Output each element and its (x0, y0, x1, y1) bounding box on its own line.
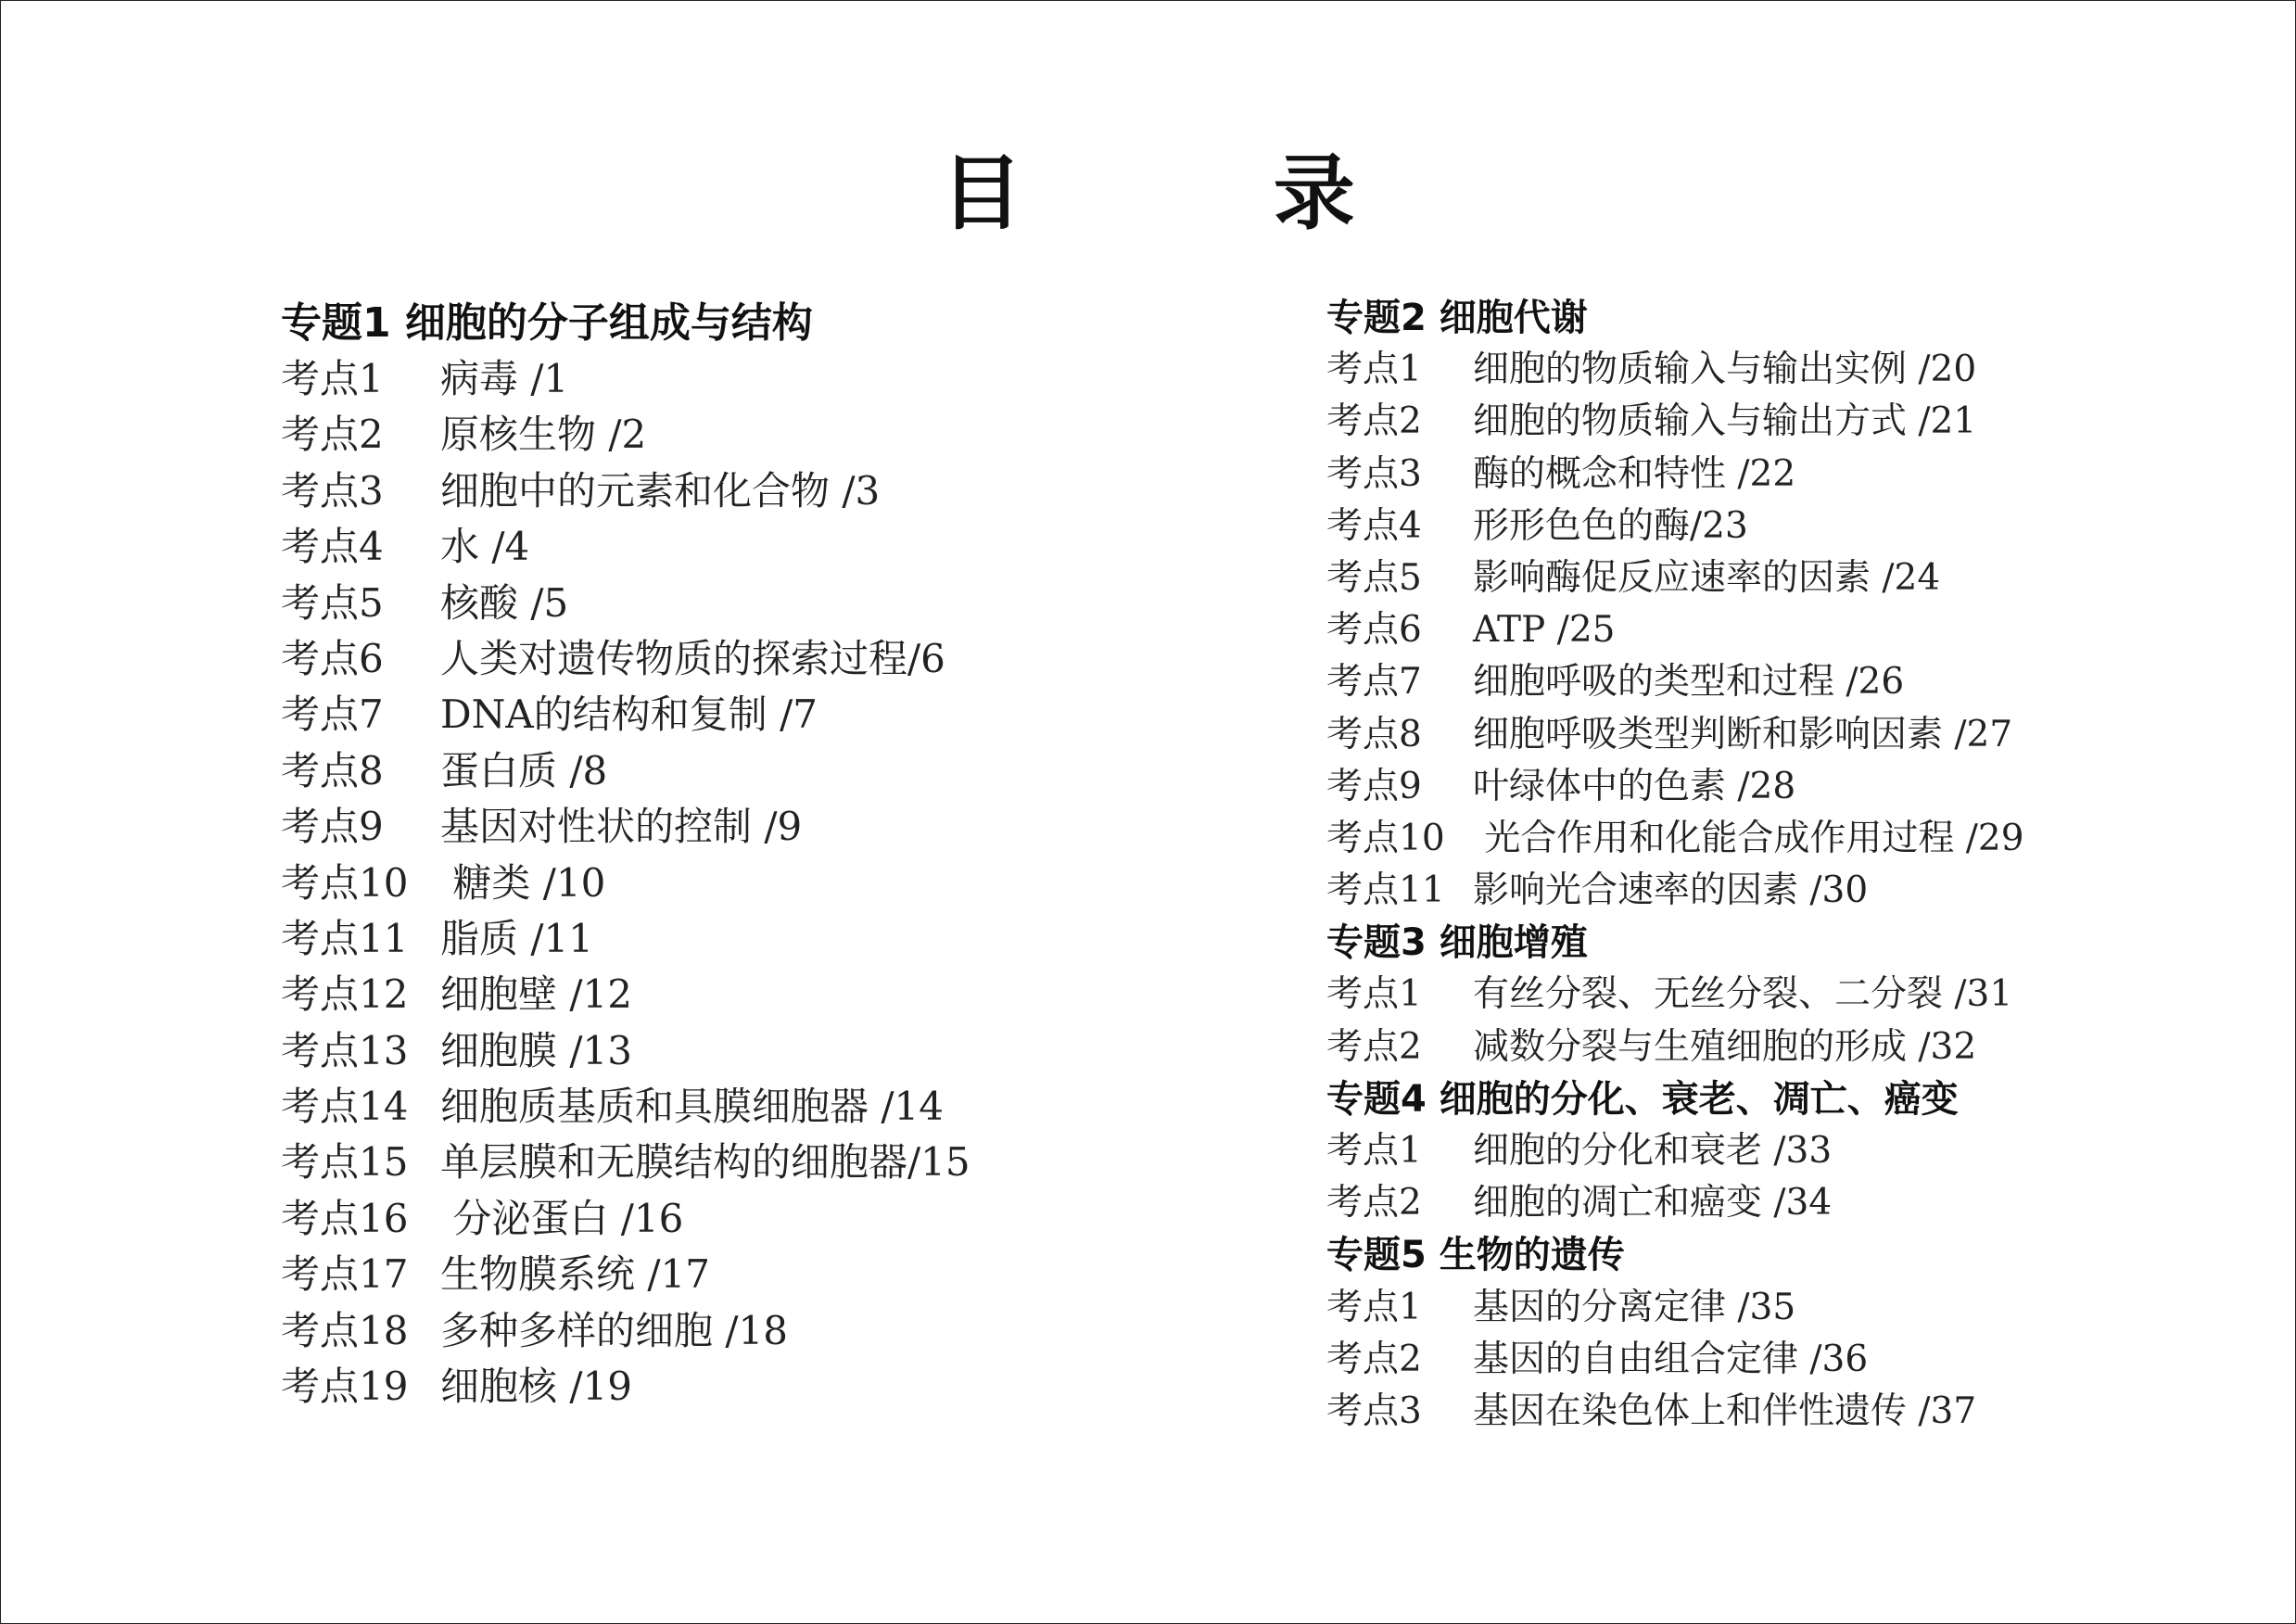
entry-title: 单层膜和无膜结构的细胞器/15 (440, 1139, 970, 1186)
entry-number: 考点12 (281, 971, 409, 1018)
toc-entry[interactable] (281, 463, 970, 519)
entry-number: 考点3 (1326, 1389, 1422, 1432)
toc-entry[interactable] (1326, 449, 2024, 501)
entry-number: 考点1 (1326, 1130, 1422, 1172)
toc-entry[interactable] (281, 1135, 970, 1190)
entry-number: 考点14 (281, 1084, 409, 1130)
entry-title: 病毒 /1 (440, 356, 569, 401)
entry-title: 细胞的分化和衰老 /33 (1473, 1130, 1833, 1172)
entry-number: 考点7 (281, 691, 384, 738)
toc-entry[interactable] (281, 351, 970, 407)
entry-title: 细胞膜 /13 (440, 1027, 632, 1073)
entry-title: 影响酶促反应速率的因素 /24 (1473, 556, 1941, 599)
section-heading[interactable]: 专题2 细胞代谢 (1326, 297, 1588, 339)
entry-number: 考点2 (1326, 1338, 1422, 1380)
entry-title: 分泌蛋白 /16 (440, 1195, 684, 1241)
entry-number: 考点5 (281, 579, 384, 626)
entry-number: 考点10 (1326, 817, 1445, 859)
entry-title: 减数分裂与生殖细胞的形成 /32 (1473, 1025, 1977, 1068)
entry-title: 原核生物 /2 (440, 412, 647, 458)
entry-number: 考点5 (1326, 556, 1422, 599)
entry-title: DNA的结构和复制 /7 (440, 691, 818, 738)
entry-number: 考点1 (1326, 1286, 1422, 1328)
entry-number: 考点4 (281, 524, 384, 570)
entry-number: 考点19 (281, 1364, 409, 1410)
entry-title: 细胞的物质输入与输出实例 /20 (1473, 349, 1977, 391)
entry-number: 考点6 (281, 635, 384, 681)
toc-entry[interactable] (281, 856, 970, 911)
entry-title: 基因对性状的控制 /9 (440, 804, 803, 850)
entry-title: 细胞呼吸类型判断和影响因素 /27 (1473, 713, 2013, 755)
toc-entry[interactable] (1326, 1125, 2024, 1177)
page-title: 目 录 (941, 146, 1466, 241)
entry-number: 考点15 (281, 1139, 409, 1186)
toc-entry[interactable] (1326, 1334, 2024, 1386)
entry-number: 考点2 (281, 412, 384, 458)
toc-entry[interactable] (1326, 656, 2024, 708)
toc-entry[interactable] (281, 799, 970, 855)
entry-number: 考点9 (1326, 765, 1422, 807)
entry-number: 考点1 (1326, 973, 1422, 1016)
entry-title: 光合作用和化能合成作用过程 /29 (1473, 817, 2024, 859)
toc-entry[interactable] (281, 967, 970, 1022)
entry-title: 糖类 /10 (440, 859, 606, 906)
entry-number: 考点3 (1326, 452, 1422, 495)
toc-entry[interactable] (1326, 709, 2024, 761)
entry-number: 考点11 (281, 915, 409, 961)
toc-entry[interactable] (1326, 604, 2024, 656)
toc-entry[interactable] (1326, 865, 2024, 917)
entry-title: 基因的自由组合定律 /36 (1473, 1338, 1869, 1380)
entry-number: 考点10 (281, 859, 409, 906)
entry-number: 考点16 (281, 1195, 409, 1241)
entry-number: 考点3 (281, 467, 384, 514)
entry-number: 考点8 (1326, 713, 1422, 755)
section-heading[interactable]: 专题3 细胞增殖 (1326, 921, 1588, 965)
toc-entry[interactable] (1326, 1177, 2024, 1229)
entry-number: 考点1 (281, 356, 384, 401)
toc-entry[interactable] (281, 631, 970, 687)
toc-entry[interactable] (1326, 344, 2024, 396)
entry-title: 影响光合速率的因素 /30 (1473, 869, 1869, 912)
toc-entry[interactable] (281, 1023, 970, 1079)
toc-entry[interactable] (1326, 552, 2024, 604)
entry-number: 考点8 (281, 747, 384, 793)
toc-entry[interactable] (1326, 501, 2024, 552)
toc-column-right (1326, 292, 2024, 1438)
entry-title: 蛋白质 /8 (440, 747, 608, 793)
entry-number: 考点7 (1326, 661, 1422, 704)
entry-title: 人类对遗传物质的探索过程/6 (440, 635, 945, 681)
entry-number: 考点11 (1326, 869, 1445, 912)
entry-title: 细胞核 /19 (440, 1364, 632, 1410)
entry-title: 细胞中的元素和化合物 /3 (440, 467, 881, 514)
entry-title: 基因在染色体上和伴性遗传 /37 (1473, 1389, 1977, 1432)
toc-entry[interactable] (1326, 1282, 2024, 1334)
entry-title: 多种多样的细胞 /18 (440, 1307, 788, 1353)
toc-entry[interactable] (1326, 396, 2024, 448)
toc-entry[interactable] (281, 1303, 970, 1359)
toc-entry[interactable] (281, 1079, 970, 1135)
toc-entry[interactable] (281, 576, 970, 631)
entry-number: 考点18 (281, 1307, 409, 1353)
section-heading[interactable]: 专题1 细胞的分子组成与结构 (281, 299, 813, 347)
entry-title: 细胞的物质输入与输出方式 /21 (1473, 400, 1977, 443)
entry-title: 脂质 /11 (440, 915, 593, 961)
entry-number: 考点4 (1326, 504, 1422, 547)
entry-title: 基因的分离定律 /35 (1473, 1286, 1796, 1328)
entry-number: 考点2 (1326, 1182, 1422, 1224)
entry-number: 考点13 (281, 1027, 409, 1073)
toc-entry[interactable] (1326, 1021, 2024, 1073)
toc-entry[interactable] (1326, 813, 2024, 865)
entry-title: 核酸 /5 (440, 579, 569, 626)
entry-number: 考点6 (1326, 609, 1422, 652)
entry-title: 细胞质基质和具膜细胞器 /14 (440, 1084, 944, 1130)
entry-title: 细胞壁 /12 (440, 971, 632, 1018)
toc-entry[interactable] (281, 687, 970, 742)
entry-title: 叶绿体中的色素 /28 (1473, 765, 1796, 807)
entry-number: 考点2 (1326, 1025, 1422, 1068)
section-heading[interactable]: 专题4 细胞的分化、衰老、凋亡、癌变 (1326, 1077, 1959, 1121)
section-heading[interactable]: 专题5 生物的遗传 (1326, 1234, 1625, 1277)
toc-entry[interactable] (281, 1247, 970, 1302)
entry-title: 水 /4 (440, 524, 530, 570)
toc-entry[interactable] (281, 1359, 970, 1415)
entry-number: 考点2 (1326, 400, 1422, 443)
entry-title: 细胞呼吸的类型和过程 /26 (1473, 661, 1905, 704)
toc-entry[interactable] (1326, 969, 2024, 1021)
entry-title: 细胞的凋亡和癌变 /34 (1473, 1182, 1833, 1224)
toc-entry[interactable] (281, 743, 970, 799)
toc-entry[interactable] (1326, 761, 2024, 813)
toc-column-left (281, 296, 970, 1415)
toc-entry[interactable] (1326, 1386, 2024, 1438)
toc-entry[interactable] (281, 1191, 970, 1247)
entry-title: 酶的概念和特性 /22 (1473, 452, 1796, 495)
entry-title: 有丝分裂、无丝分裂、二分裂 /31 (1473, 973, 2013, 1016)
entry-number: 考点17 (281, 1251, 409, 1298)
entry-title: 生物膜系统 /17 (440, 1251, 710, 1298)
entry-title: ATP /25 (1473, 609, 1616, 652)
entry-title: 形形色色的酶/23 (1473, 504, 1748, 547)
entry-number: 考点1 (1326, 349, 1422, 391)
toc-entry[interactable] (281, 519, 970, 575)
toc-entry[interactable] (281, 407, 970, 463)
entry-number: 考点9 (281, 804, 384, 850)
toc-entry[interactable] (281, 911, 970, 967)
